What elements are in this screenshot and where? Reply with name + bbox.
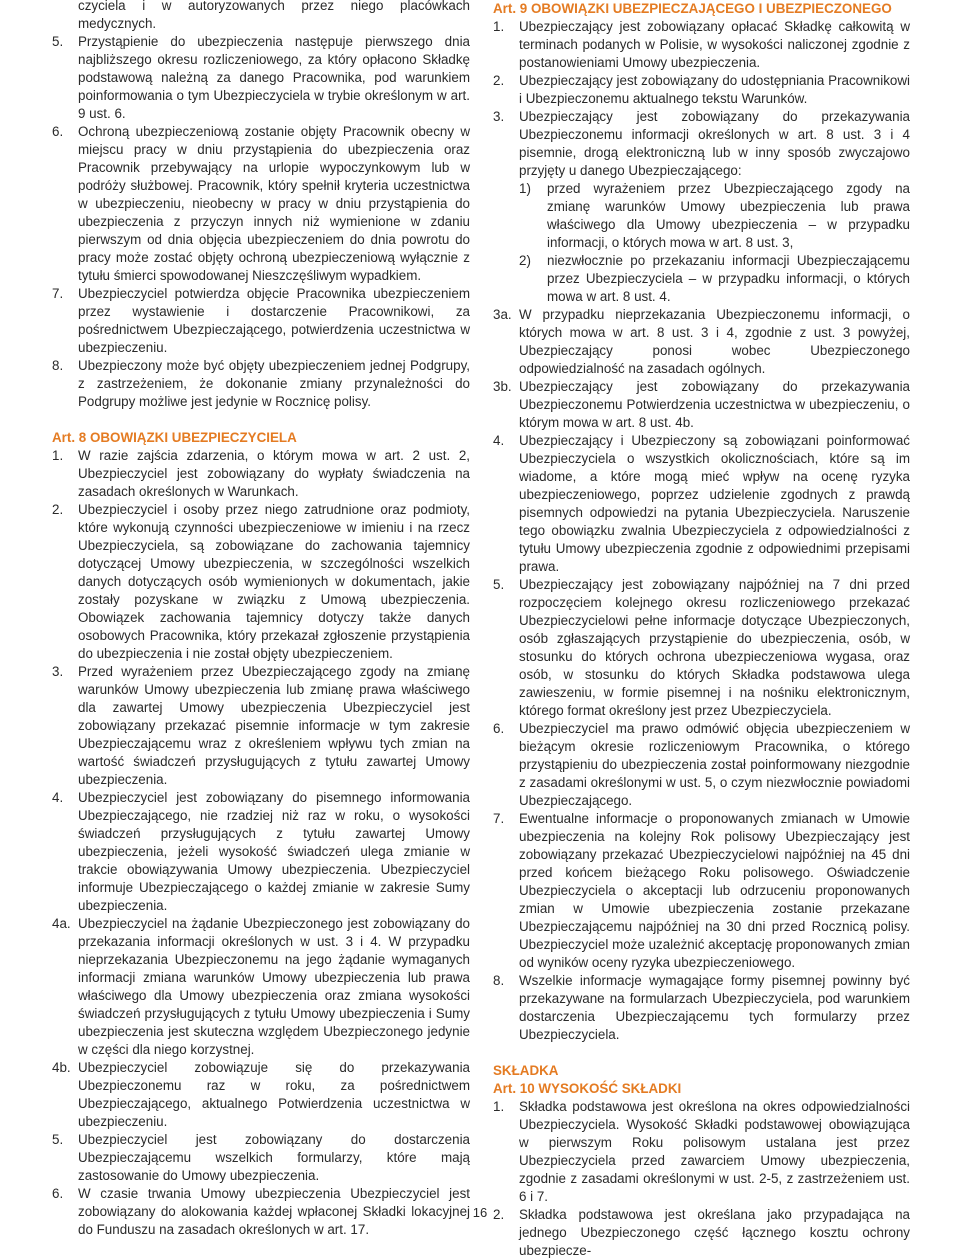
list-item: 2. Składka podstawowa jest określana jako przypadająca na jednego Ubezpieczonego część łącznego kosztu ochrony ubezpiecze-	[493, 1207, 910, 1258]
left-column	[52, 0, 470, 1239]
list-item: 6. Ochroną ubezpieczeniową zostanie objęty Pracownik obecny w miejscu pracy w dniu przystąpienia do ubezpieczenia oraz Pracownik przebywający na urlopie wypoczynkowym lub w podróży służbowej. Pracownik, który spełnił kryteria uczestnictwa w ubezpieczeniu, nieobecny w pracy w dniu przystąpienia do ubezpieczenia z przyczyn innych niż wymienione w zdaniu pierwszym od dnia objęcia ubezpieczeniem do dnia powrotu do pracy może zostać objęty ochroną ubezpieczeniową wyłącznie z tytułu śmierci spowodowanej Nieszczęśliwym wypadkiem.	[52, 124, 470, 283]
list-item: 4a. Ubezpieczyciel na żądanie Ubezpieczonego jest zobowiązany do przekazania informacji określonych w ust. 3 i 4. W przypadku nieprzekazania Ubezpieczonemu na jego żądanie wymaganych informacji zmiana warunków Umowy ubezpieczenia lub prawa właściwego dla Umowy ubezpieczenia oraz zmiana wysokości świadczeń przysługujących z tytułu Umowy ubezpieczenia i Sumy ubezpieczenia jest skuteczna względem Ubezpieczonego jedynie w części dla niego korzystnej.	[52, 916, 470, 1057]
intro-text: czyciela i w autoryzowanych przez niego placówkach medycznych.	[78, 0, 470, 31]
list-item: 1. Ubezpieczający jest zobowiązany opłacać Składkę całkowitą w terminach podanych w Polisie, w wysokości naliczonej zgodnie z postanowieniami Umowy ubezpieczenia.	[493, 19, 910, 70]
list-item: 5. Ubezpieczający jest zobowiązany najpóźniej na 7 dni przed rozpoczęciem kolejnego okresu rozliczeniowego przekazać Ubezpieczycielowi pełne informacje dotyczące Ubezpieczonych, osób zgłaszających przystąpienie do ubezpieczenia, osób, w stosunku do których ochrona ubezpieczeniowa wygasa, oraz osób, w stosunku do których Składka podstawowa ulega zawieszeniu, w formie pisemnej i na nośniku elektronicznym, którego format określony jest przez Ubezpieczyciela.	[493, 577, 910, 718]
list-item: 2. Ubezpieczający jest zobowiązany do udostępniania Pracownikowi i Ubezpieczonemu aktualnego tekstu Warunków.	[493, 73, 910, 106]
list-item: 4. Ubezpieczający i Ubezpieczony są zobowiązani poinformować Ubezpieczyciela o wszystkich okolicznościach, które są im wiadome, a które mogą mieć wpływ na ocenę ryzyka ubezpieczeniowego, poprzez udzielenie zgodnych z prawdą pisemnych odpowiedzi na pytania Ubezpieczyciela. Naruszenie tego obowiązku zwalnia Ubezpieczyciela z odpowiedzialności z tytułu Umowy ubezpieczenia zgodnie z odpowiednimi przepisami prawa.	[493, 433, 910, 574]
list-item: 3a. W przypadku nieprzekazania Ubezpieczonemu informacji, o których mowa w art. 8 ust. 3 i 4, zgodnie z ust. 3 powyżej, Ubezpieczający ponosi wobec Ubezpieczonego odpowiedzialność na zasadach ogólnych.	[493, 307, 910, 376]
article-10-heading: Art. 10 WYSOKOŚĆ SKŁADKI	[493, 1081, 682, 1096]
list-item: 6. W czasie trwania Umowy ubezpieczenia Ubezpieczyciel jest zobowiązany do alokowania każdej wpłaconej Składki lokacyjnej do Funduszu na zasadach określonych w art. 17.	[52, 1186, 470, 1237]
list-item: 1. W razie zajścia zdarzenia, o którym mowa w art. 2 ust. 2, Ubezpieczyciel jest zobowiązany do wypłaty świadczenia na zasadach określonych w Warunkach.	[52, 448, 470, 499]
list-item: 8. Ubezpieczony może być objęty ubezpieczeniem jednej Podgrupy, z zastrzeżeniem, że dokonanie zmiany przynależności do Podgrupy możliwe jest jedynie w Rocznicę polisy.	[52, 358, 470, 409]
list-item: 3. Przed wyrażeniem przez Ubezpieczającego zgody na zmianę warunków Umowy ubezpieczenia lub zmianę prawa właściwego dla zawartej Umowy ubezpieczenia Ubezpieczyciel jest zobowiązany przekazać pisemnie informacje w tym zakresie Ubezpieczającemu wraz z określeniem wpływu tych zmian na wartość świadczeń przysługujących z tytułu zawartej Umowy ubezpieczenia.	[52, 664, 470, 787]
list-item: 1. Składka podstawowa jest określona na okres odpowiedzialności Ubezpieczyciela. Wysokość Składki podstawowej obowiązująca w pierwszym Roku polisowym ustalana jest przez Ubezpieczyciela przed zawarciem Umowy ubezpieczenia, zgodnie z zasadami określonymi w ust. 2-5, z zastrzeżeniem ust. 6 i 7.	[493, 1099, 910, 1204]
right-column	[493, 0, 910, 1260]
list-item: 7. Ubezpieczyciel potwierdza objęcie Pracownika ubezpieczeniem przez wystawienie i dostarczenie Pracownikowi, za pośrednictwem Ubezpieczającego, potwierdzenia uczestnictwa w ubezpieczeniu.	[52, 286, 470, 355]
list-item: 5. Ubezpieczyciel jest zobowiązany do dostarczenia Ubezpieczającemu wszelkich formularzy, które mają zastosowanie do Umowy ubezpieczenia.	[52, 1132, 470, 1183]
list-item: 5. Przystąpienie do ubezpieczenia następuje pierwszego dnia najbliższego okresu rozliczeniowego, za który opłacono Składkę podstawową należną za danego Pracownika, pod warunkiem poinformowania o tym Ubezpieczyciela w trybie określonym w art. 9 ust. 6.	[52, 34, 470, 121]
list-item: 4b. Ubezpieczyciel zobowiązuje się do przekazywania Ubezpieczonemu raz w roku, za pośrednictwem Ubezpieczającego, aktualnego Potwierdzenia uczestnictwa w ubezpieczeniu.	[52, 1060, 470, 1129]
article-8-heading: Art. 8 OBOWIĄZKI UBEZPIECZYCIELA	[52, 430, 297, 445]
sub-list-item: 1) przed wyrażeniem przez Ubezpieczającego zgody na zmianę warunków Umowy ubezpieczenia lub prawa właściwego dla Umowy ubezpieczenia – w przypadku informacji, o których mowa w art. 8 ust. 3,	[519, 181, 910, 250]
sub-list-item: 2) niezwłocznie po przekazaniu informacji Ubezpieczającemu przez Ubezpieczyciela – w przypadku informacji, o których mowa w art. 8 ust. 4.	[519, 253, 910, 304]
list-item: 7. Ewentualne informacje o proponowanych zmianach w Umowie ubezpieczenia na kolejny Rok polisowy Ubezpieczający jest zobowiązany przekazać Ubezpieczycielowi najpóźniej na 45 dni przed końcem bieżącego Roku polisowego. Oświadczenie Ubezpieczyciela o akceptacji lub odrzuceniu proponowanych zmian w Umowie ubezpieczenia zostanie przekazane Ubezpieczającemu najpóźniej na 30 dni przed Rocznicą polisy. Ubezpieczyciel może uzależnić akceptację proponowanych zmian od wyników oceny ryzyka ubezpieczeniowego.	[493, 811, 910, 970]
list-item: 4. Ubezpieczyciel jest zobowiązany do pisemnego informowania Ubezpieczającego, nie rzadziej niż raz w roku, o wysokości świadczeń przysługujących z tytułu zawartej Umowy ubezpieczenia, jeżeli wysokość świadczeń ulega zmianie w trakcie obowiązywania Umowy ubezpieczenia. Ubezpieczyciel informuje Ubezpieczającego o każdej zmianie w zakresie Sumy ubezpieczenia.	[52, 790, 470, 913]
page-number: 16	[472, 1205, 488, 1220]
list-item: 2. Ubezpieczyciel i osoby przez niego zatrudnione oraz podmioty, które wykonują czynności ubezpieczeniowe w imieniu i na rzecz Ubezpieczyciela, są zobowiązane do zachowania tajemnicy dotyczącej Umowy ubezpieczenia, w szczególności wszelkich danych dotyczących osób wymienionych w dokumentach, jakie zostały pozyskane w związku z Umową ubezpieczenia. Obowiązek zachowania tajemnicy dotyczy także danych osobowych Pracownika, który przekazał zgłoszenie przystąpienia do ubezpieczenia i nie został objęty ubezpieczeniem.	[52, 502, 470, 661]
section-heading: SKŁADKA	[493, 1063, 559, 1078]
list-item: 8. Wszelkie informacje wymagające formy pisemnej powinny być przekazywane na formularzach Ubezpieczyciela, pod warunkiem dostarczenia Ubezpieczającemu tych formularzy przez Ubezpieczyciela.	[493, 973, 910, 1042]
list-item: 6. Ubezpieczyciel ma prawo odmówić objęcia ubezpieczeniem w bieżącym okresie rozliczeniowym Pracownika, o którego przystąpieniu do ubezpieczenia został poinformowany niezgodnie z zasadami określonymi w ust. 5, o czym niezwłocznie powiadomi Ubezpieczającego.	[493, 721, 910, 808]
list-item: 3. Ubezpieczający jest zobowiązany do przekazywania Ubezpieczonemu informacji określonych w art. 8 ust. 3 i 4 pisemnie, drogą elektroniczną lub w inny sposób zwyczajowo przyjęty u danego Ubezpieczającego:	[493, 109, 910, 178]
article-9-heading: Art. 9 OBOWIĄZKI UBEZPIECZAJĄCEGO I UBEZPIECZONEGO	[493, 1, 892, 16]
list-item: 3b. Ubezpieczający jest zobowiązany do przekazywania Ubezpieczonemu Potwierdzenia uczestnictwa w ubezpieczeniu, o którym mowa w art. 8 ust. 4b.	[493, 379, 910, 430]
